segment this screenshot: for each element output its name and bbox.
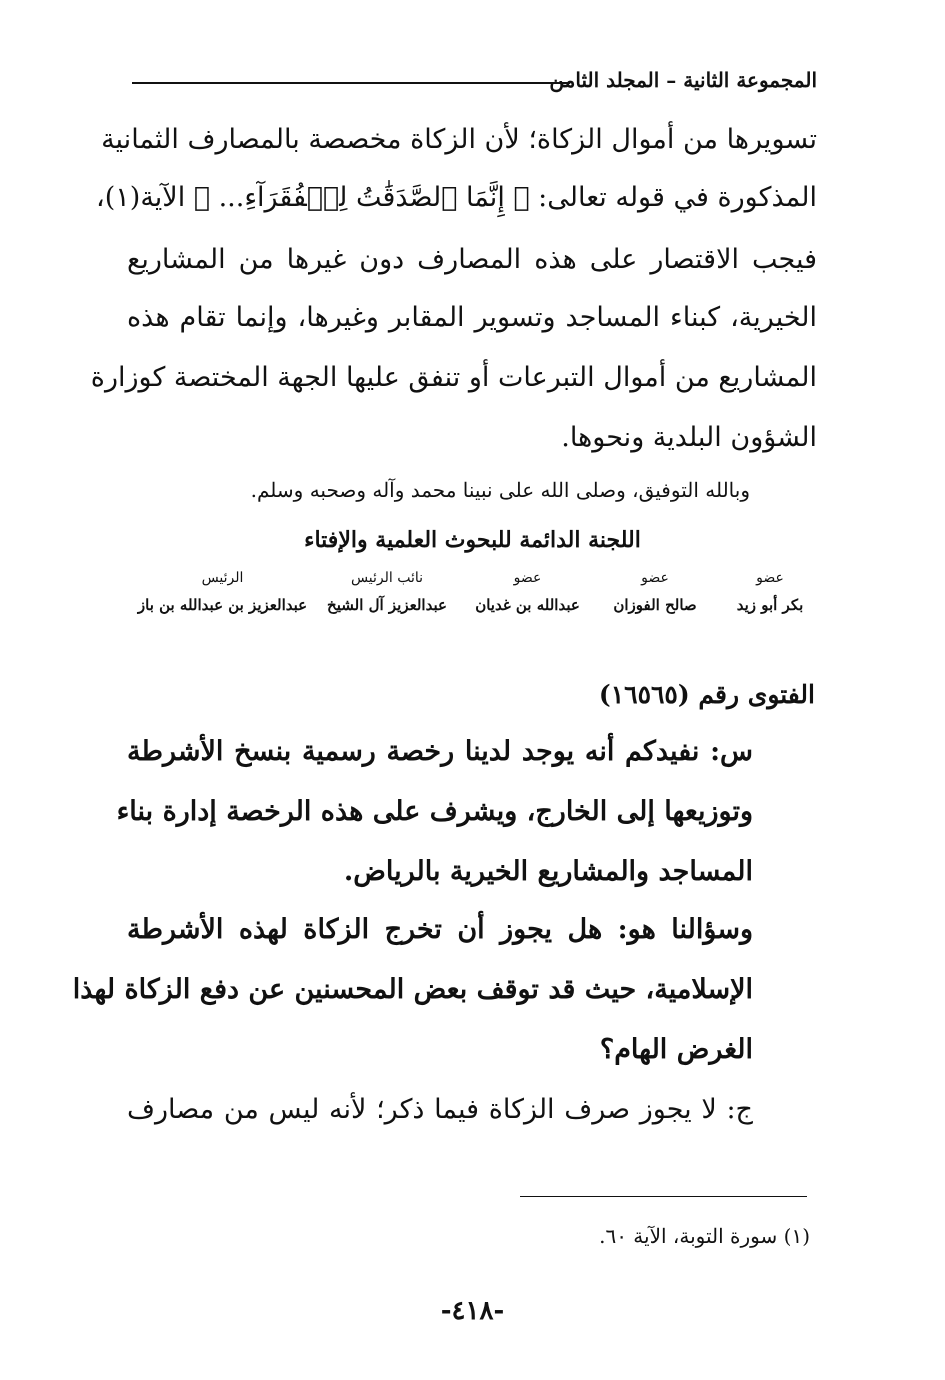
- body-line: المذكورة في قوله تعالى: ﴿ إِنَّمَا ٱلصَّدَقَٰتُ لِلۡفُقَرَآءِ... ﴾ الآية(١)،: [96, 182, 817, 213]
- committee-member: [465, 570, 590, 614]
- member-role: عضو: [641, 570, 669, 586]
- question-line: س: نفيدكم أنه يوجد لدينا رخصة رسمية بنسخ الأشرطة: [127, 736, 753, 767]
- footnote: (١) سورة التوبة، الآية ٦٠.: [599, 1224, 810, 1248]
- member-role: الرئيس: [201, 570, 244, 586]
- member-role: عضو: [756, 570, 784, 586]
- page-number: -٤١٨-: [440, 1296, 505, 1326]
- question-line: الإسلامية، حيث قد توقف بعض المحسنين عن دفع الزكاة لهذا: [72, 974, 753, 1005]
- member-role: عضو: [513, 570, 542, 586]
- committee-member: [600, 570, 710, 614]
- body-line: تسويرها من أموال الزكاة؛ لأن الزكاة مخصصة بالمصارف الثمانية: [101, 124, 817, 155]
- header-title: المجموعة الثانية – المجلد الثامن: [549, 68, 817, 92]
- question-line: المساجد والمشاريع الخيرية بالرياض.: [343, 856, 753, 887]
- member-role: نائب الرئيس: [350, 570, 424, 586]
- member-name: صالح الفوزان: [613, 596, 697, 614]
- member-name: عبدالعزيز بن عبدالله بن باز: [137, 596, 308, 614]
- committee-member: [135, 570, 310, 614]
- committee-title: اللجنة الدائمة للبحوث العلمية والإفتاء: [304, 527, 641, 553]
- body-line: الخيرية، كبناء المساجد وتسوير المقابر وغيرها، وإنما تقام هذه: [127, 302, 817, 333]
- committee-member: [720, 570, 820, 614]
- closing-salutation: وبالله التوفيق، وصلى الله على نبينا محمد وآله وصحبه وسلم.: [250, 478, 750, 502]
- question-line: وسؤالنا هو: هل يجوز أن تخرج الزكاة لهذه الأشرطة: [127, 914, 753, 945]
- question-line: الغرض الهام؟: [599, 1034, 753, 1065]
- member-name: عبدالعزيز آل الشيخ: [327, 596, 447, 614]
- fatwa-number: الفتوى رقم (١٦٥٦٥): [598, 680, 815, 709]
- committee-member: [312, 570, 462, 614]
- running-header: [132, 66, 817, 106]
- member-name: بكر أبو زيد: [736, 596, 804, 614]
- body-line: فيجب الاقتصار على هذه المصارف دون غيرها من المشاريع: [127, 244, 817, 275]
- body-line: المشاريع من أموال التبرعات أو تنفق عليها الجهة المختصة كوزارة: [90, 362, 817, 393]
- header-rule: [132, 82, 570, 84]
- answer-line: ج: لا يجوز صرف الزكاة فيما ذكر؛ لأنه ليس من مصارف: [127, 1094, 753, 1125]
- body-line: الشؤون البلدية ونحوها.: [561, 422, 817, 453]
- question-line: وتوزيعها إلى الخارج، ويشرف على هذه الرخصة إدارة بناء: [116, 796, 753, 827]
- footnote-rule: [520, 1196, 807, 1197]
- member-name: عبدالله بن غديان: [475, 596, 580, 614]
